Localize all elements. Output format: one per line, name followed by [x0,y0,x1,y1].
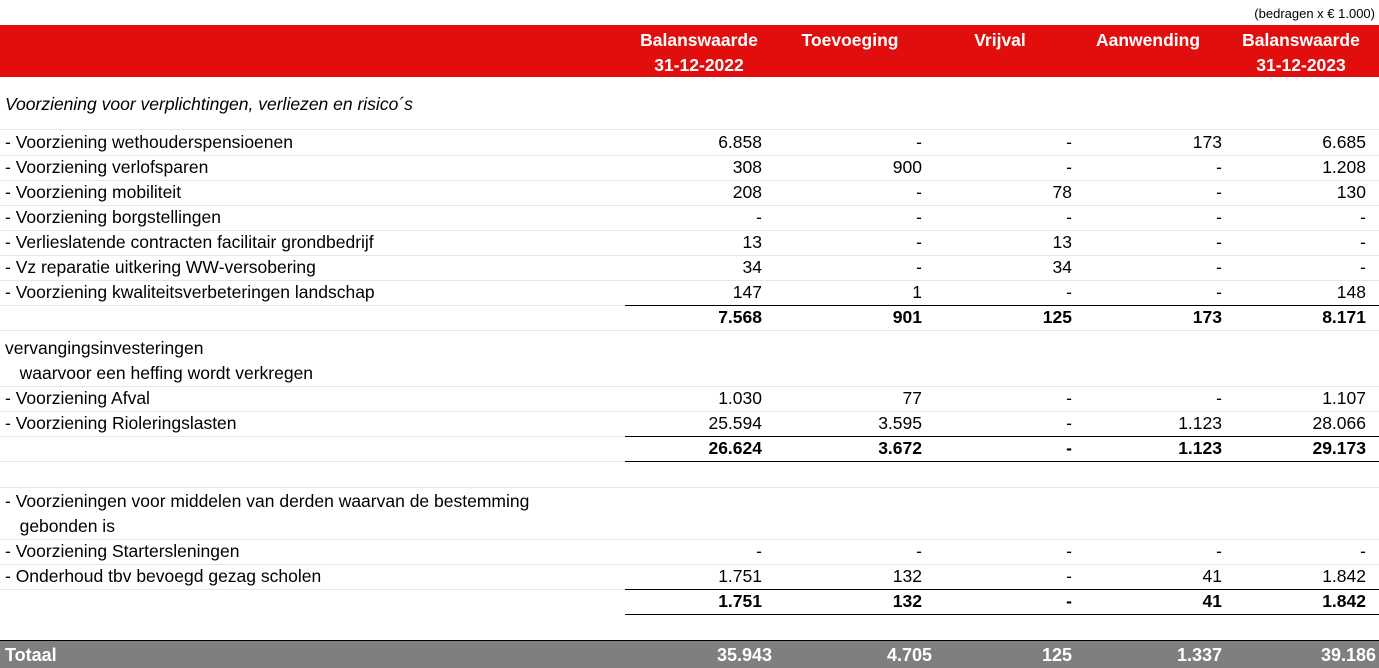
spacer-row [0,462,1379,488]
table-header [0,25,1379,77]
subtotal-row: 7.568 901 125 173 8.171 [0,305,1379,331]
subtotal-rule [625,614,1379,615]
column-header: Vrijval [974,30,1026,50]
total-label: Totaal [5,645,57,665]
table-row: - Verlieslatende contracten facilitair grondbedrijf 13 - 13 - - [0,230,1379,256]
column-header: Aanwending [1095,30,1201,50]
spacer-row [0,104,1379,130]
amount-unit-note: (bedragen x € 1.000) [1254,6,1375,21]
total-row: Totaal 35.943 4.705 125 1.337 39.186 [0,640,1379,668]
section-title-row [0,361,1379,387]
section-title-row [0,514,1379,540]
table-row: - Vz reparatie uitkering WW-versobering 34 - 34 - - [0,255,1379,281]
table-row: - Voorziening verlofsparen 308 900 - - 1.208 [0,155,1379,181]
table-row: - Voorziening mobiliteit 208 - 78 - 130 [0,180,1379,206]
column-header: Balanswaarde 31-12-2023 [1242,30,1360,75]
table-row: - Voorziening kwaliteitsverbeteringen landschap 147 1 - - 148 [0,280,1379,306]
table-row: - Voorziening Rioleringslasten 25.594 3.595 - 1.123 28.066 [0,411,1379,437]
table-row: - Voorziening Afval 1.030 77 - - 1.107 [0,386,1379,412]
section-title-row [0,489,1379,514]
section-title: gebonden is [5,516,115,536]
column-header: Balanswaarde 31-12-2022 [640,30,758,75]
table-row: - Voorziening Startersleningen - - - - - [0,539,1379,565]
subtotal-row: 26.624 3.672 - 1.123 29.173 [0,436,1379,462]
table-row: - Voorziening borgstellingen - - - - - [0,205,1379,231]
table-row: - Voorziening wethouderspensioenen 6.858 - - 173 6.685 [0,130,1379,156]
section-title: waarvoor een heffing wordt verkregen [5,363,314,383]
section-title-row [0,336,1379,361]
section-title: Voorziening voor verplichtingen, verliezen en risico´s [5,94,413,114]
subtotal-row: 1.751 132 - 41 1.842 [718,591,1366,611]
column-header: Toevoeging [801,30,899,50]
section-title: vervangingsinvesteringen [5,338,204,358]
section-title: - Voorzieningen voor middelen van derden waarvan de bestemming [5,491,530,511]
table-row: - Onderhoud tbv bevoegd gezag scholen 1.751 132 - 41 1.842 [0,564,1379,590]
